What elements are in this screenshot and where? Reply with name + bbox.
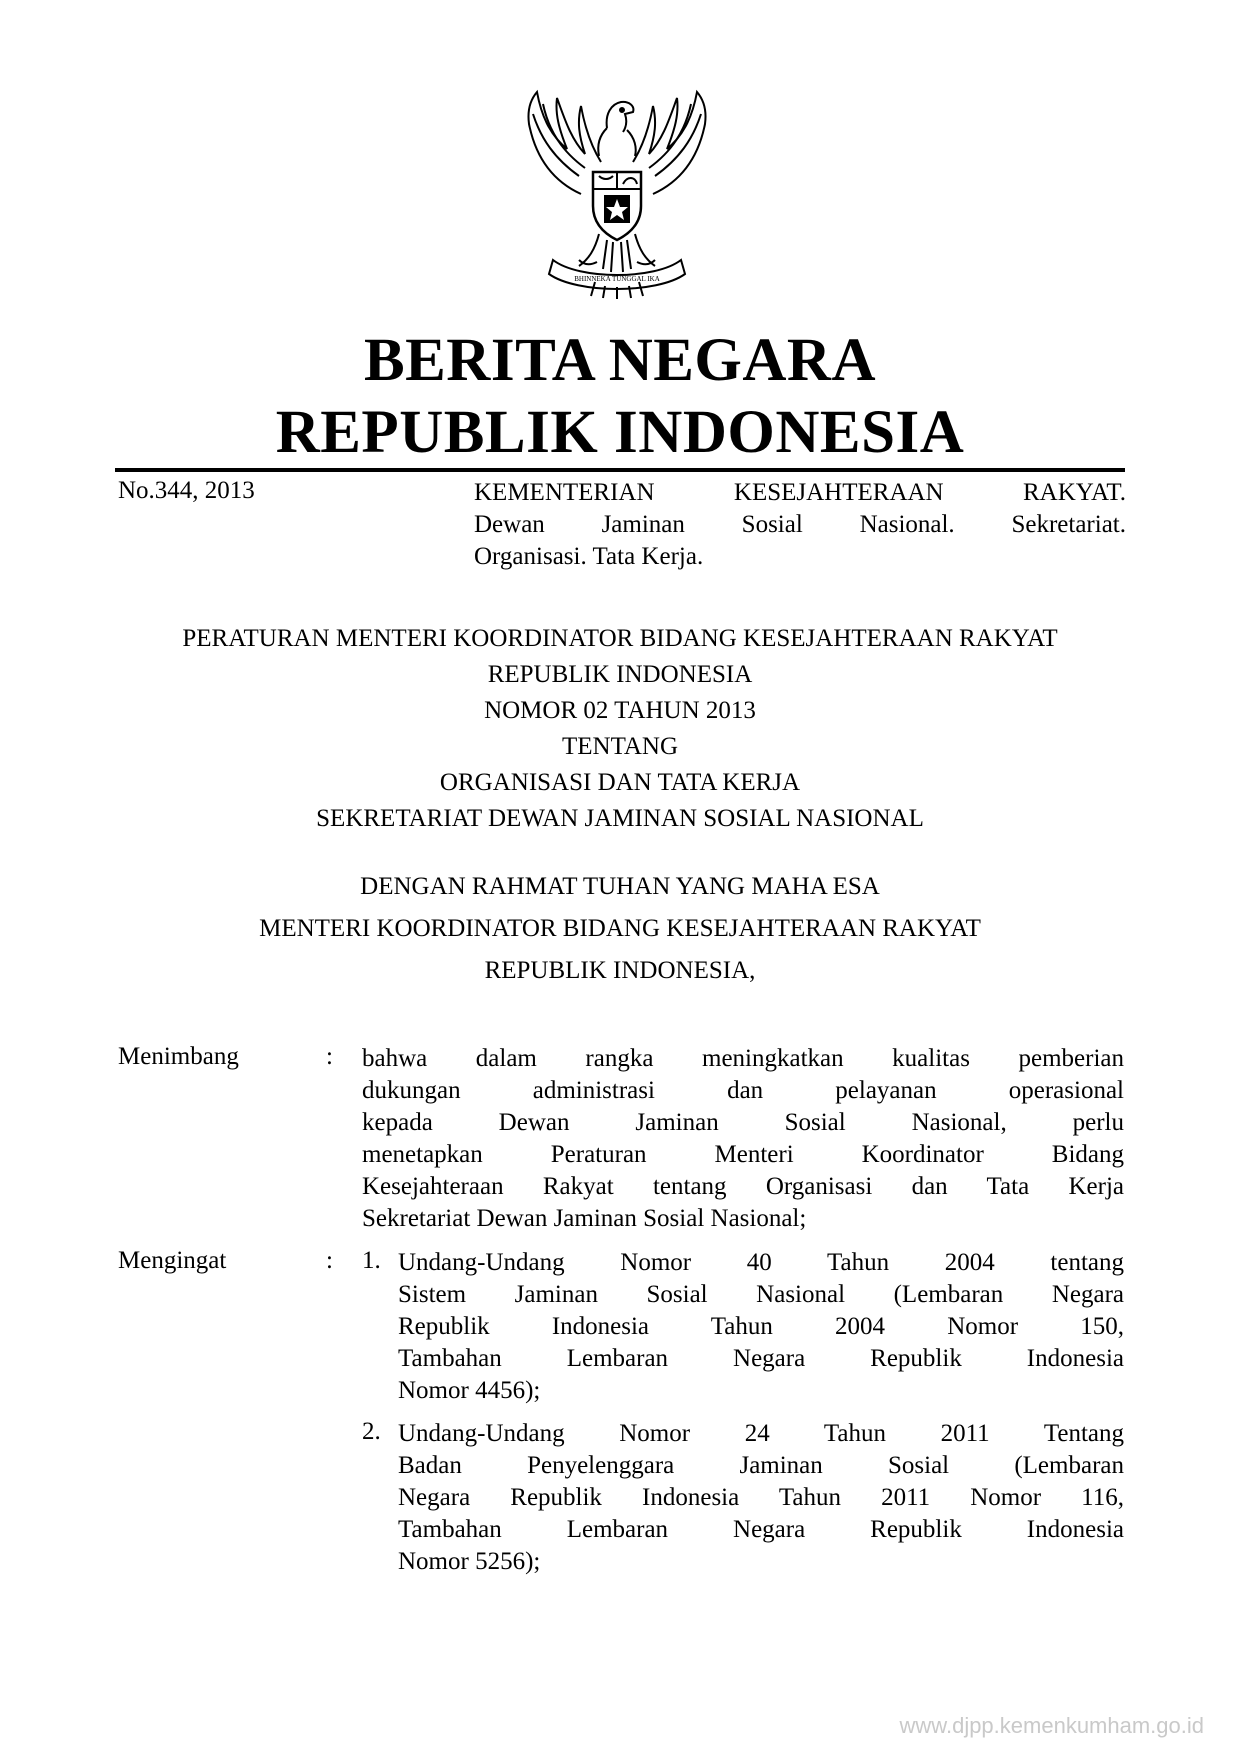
regulation-title-line: REPUBLIK INDONESIA bbox=[487, 661, 753, 688]
gazette-subject bbox=[474, 477, 1126, 573]
regulation-title-line: ORGANISASI DAN TATA KERJA bbox=[439, 769, 801, 796]
regulation-title-line: NOMOR 02 TAHUN 2013 bbox=[484, 697, 756, 724]
regulation-title-line: PERATURAN MENTERI KOORDINATOR BIDANG KESEJAHTERAAN RAKYAT bbox=[182, 625, 1058, 652]
garuda-emblem bbox=[519, 84, 715, 299]
menimbang-colon: : bbox=[326, 1043, 333, 1070]
regulation-title-line: TENTANG bbox=[561, 733, 679, 760]
gazette-number: No.344, 2013 bbox=[118, 477, 255, 504]
mengingat-line: Sistem Jaminan Sosial Nasional (Lembaran Negara bbox=[398, 1281, 1124, 1308]
mengingat-item bbox=[398, 1247, 1124, 1407]
watermark-url: www.djpp.kemenkumham.go.id bbox=[899, 1713, 1204, 1738]
masthead-title: BERITA NEGARA bbox=[363, 327, 877, 394]
mengingat-item-number: 1. bbox=[362, 1247, 381, 1274]
mengingat-label: Mengingat bbox=[118, 1247, 227, 1274]
mengingat-line: Tambahan Lembaran Negara Republik Indonesia bbox=[398, 1345, 1124, 1372]
subject-line: Organisasi. Tata Kerja. bbox=[474, 543, 704, 570]
regulation-title-block bbox=[0, 621, 1240, 837]
mengingat-colon: : bbox=[326, 1247, 333, 1274]
mengingat-line: Undang-Undang Nomor 24 Tahun 2011 Tentang bbox=[398, 1420, 1124, 1447]
mengingat-line: Republik Indonesia Tahun 2004 Nomor 150, bbox=[398, 1313, 1124, 1340]
header-rule bbox=[115, 468, 1125, 472]
subject-line: Dewan Jaminan Sosial Nasional. Sekretariat. bbox=[474, 511, 1126, 538]
preamble-line: REPUBLIK INDONESIA, bbox=[484, 957, 756, 984]
menimbang-line: kepada Dewan Jaminan Sosial Nasional, perlu bbox=[362, 1109, 1124, 1136]
menimbang-line: Sekretariat Dewan Jaminan Sosial Nasional; bbox=[362, 1205, 807, 1232]
menimbang-line: Kesejahteraan Rakyat tentang Organisasi dan Tata Kerja bbox=[362, 1173, 1124, 1200]
preamble-block bbox=[0, 866, 1240, 992]
mengingat-line: Negara Republik Indonesia Tahun 2011 Nomor 116, bbox=[398, 1484, 1124, 1511]
mengingat-item-number: 2. bbox=[362, 1418, 381, 1445]
mengingat-item bbox=[398, 1418, 1124, 1578]
svg-text:BHINNEKA TUNGGAL IKA: BHINNEKA TUNGGAL IKA bbox=[574, 275, 660, 283]
mengingat-line: Nomor 4456); bbox=[398, 1377, 541, 1404]
menimbang-line: dukungan administrasi dan pelayanan operasional bbox=[362, 1077, 1124, 1104]
menimbang-text bbox=[362, 1043, 1124, 1235]
mengingat-line: Undang-Undang Nomor 40 Tahun 2004 tentang bbox=[398, 1249, 1124, 1276]
preamble-line: DENGAN RAHMAT TUHAN YANG MAHA ESA bbox=[360, 873, 880, 900]
preamble-line: MENTERI KOORDINATOR BIDANG KESEJAHTERAAN RAKYAT bbox=[259, 915, 981, 942]
regulation-title-line: SEKRETARIAT DEWAN JAMINAN SOSIAL NASIONAL bbox=[316, 805, 924, 832]
mengingat-line: Nomor 5256); bbox=[398, 1548, 541, 1575]
menimbang-line: bahwa dalam rangka meningkatkan kualitas pemberian bbox=[362, 1045, 1124, 1072]
mengingat-line: Tambahan Lembaran Negara Republik Indonesia bbox=[398, 1516, 1124, 1543]
menimbang-label: Menimbang bbox=[118, 1043, 239, 1070]
mengingat-line: Badan Penyelenggara Jaminan Sosial (Lembaran bbox=[398, 1452, 1124, 1479]
masthead-subtitle: REPUBLIK INDONESIA bbox=[275, 399, 965, 466]
subject-line: KEMENTERIAN KESEJAHTERAAN RAKYAT. bbox=[474, 479, 1126, 506]
menimbang-line: menetapkan Peraturan Menteri Koordinator Bidang bbox=[362, 1141, 1124, 1168]
